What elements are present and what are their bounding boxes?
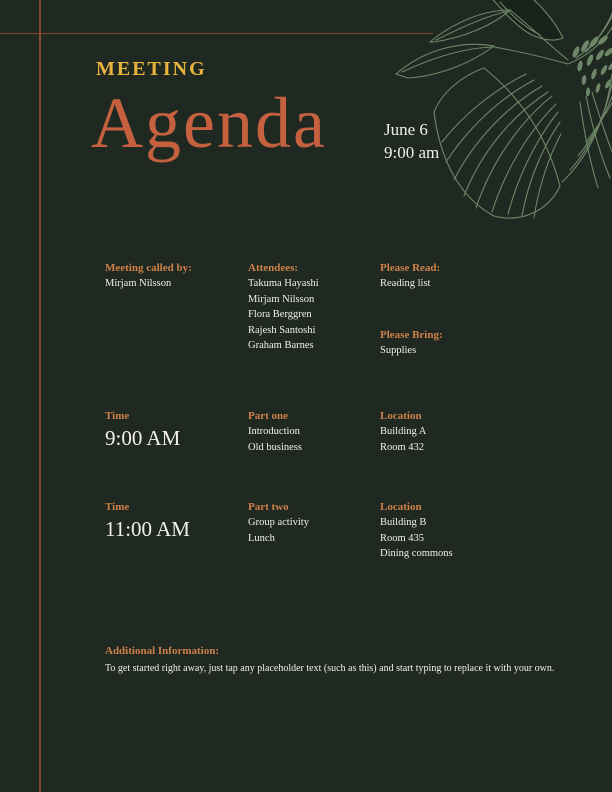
attendees-list	[248, 276, 319, 354]
additional-information-label: Additional Information:	[105, 645, 219, 657]
slot2-location-group	[380, 499, 453, 562]
slot2-time-label: Time	[105, 501, 130, 513]
slot1-part-group	[248, 408, 302, 455]
please-bring-label: Please Bring:	[380, 329, 443, 341]
slot2-location-label: Location	[380, 501, 422, 513]
slot1-location-items	[380, 424, 426, 455]
slot1-location-group	[380, 408, 426, 455]
slot1-location-label: Location	[380, 410, 422, 422]
attendee-name: Flora Berggren	[248, 309, 312, 320]
meeting-start-time: 9:00 am	[384, 142, 440, 162]
attendee-name: Rajesh Santoshi	[248, 324, 316, 336]
attendees-label: Attendees:	[248, 262, 299, 274]
please-bring-value: Supplies	[380, 345, 417, 356]
page-title: Agenda	[91, 83, 327, 163]
slot1-part-label: Part one	[248, 410, 289, 422]
additional-information-group	[105, 643, 565, 677]
please-bring-group	[380, 327, 443, 359]
slot1-time-value: 9:00 AM	[105, 426, 181, 450]
meeting-date: June 6	[384, 120, 428, 139]
please-read-label: Please Read:	[380, 262, 441, 274]
top-horizontal-rule	[0, 33, 433, 34]
please-read-value: Reading list	[380, 278, 431, 289]
slot1-part-items	[248, 424, 302, 455]
slot2-part-group	[248, 499, 309, 546]
slot2-time-value: 11:00 AM	[105, 517, 190, 541]
meeting-datetime	[384, 119, 439, 164]
agenda-item: Group activity	[248, 517, 309, 528]
agenda-item: Old business	[248, 441, 302, 453]
called-by-label: Meeting called by:	[105, 262, 192, 274]
additional-information-text: To get started right away, just tap any placeholder text (such as this) and start typing to replace it with your own.	[105, 663, 555, 674]
meeting-called-by-group	[105, 260, 192, 292]
attendee-name: Takuma Hayashi	[248, 278, 319, 289]
attendees-group	[248, 260, 319, 354]
called-by-value: Mirjam Nilsson	[105, 278, 172, 289]
slot1-time-group	[105, 408, 180, 450]
location-item: Building A	[380, 426, 427, 437]
slot2-location-items	[380, 515, 453, 562]
attendee-name: Graham Barnes	[248, 340, 314, 351]
agenda-item: Introduction	[248, 426, 300, 437]
left-margin-rule	[39, 0, 41, 792]
slot1-time-label: Time	[105, 410, 130, 422]
location-item: Dining commons	[380, 548, 453, 559]
location-item: Room 435	[380, 532, 425, 544]
slot2-part-label: Part two	[248, 501, 289, 513]
location-item: Room 432	[380, 441, 425, 453]
slot2-part-items	[248, 515, 309, 546]
please-read-group	[380, 260, 440, 292]
attendee-name: Mirjam Nilsson	[248, 293, 315, 305]
agenda-item: Lunch	[248, 532, 275, 544]
slot2-time-group	[105, 499, 190, 541]
flower-stamen-cluster	[571, 34, 612, 97]
document-kicker: MEETING	[96, 58, 207, 80]
location-item: Building B	[380, 517, 427, 528]
